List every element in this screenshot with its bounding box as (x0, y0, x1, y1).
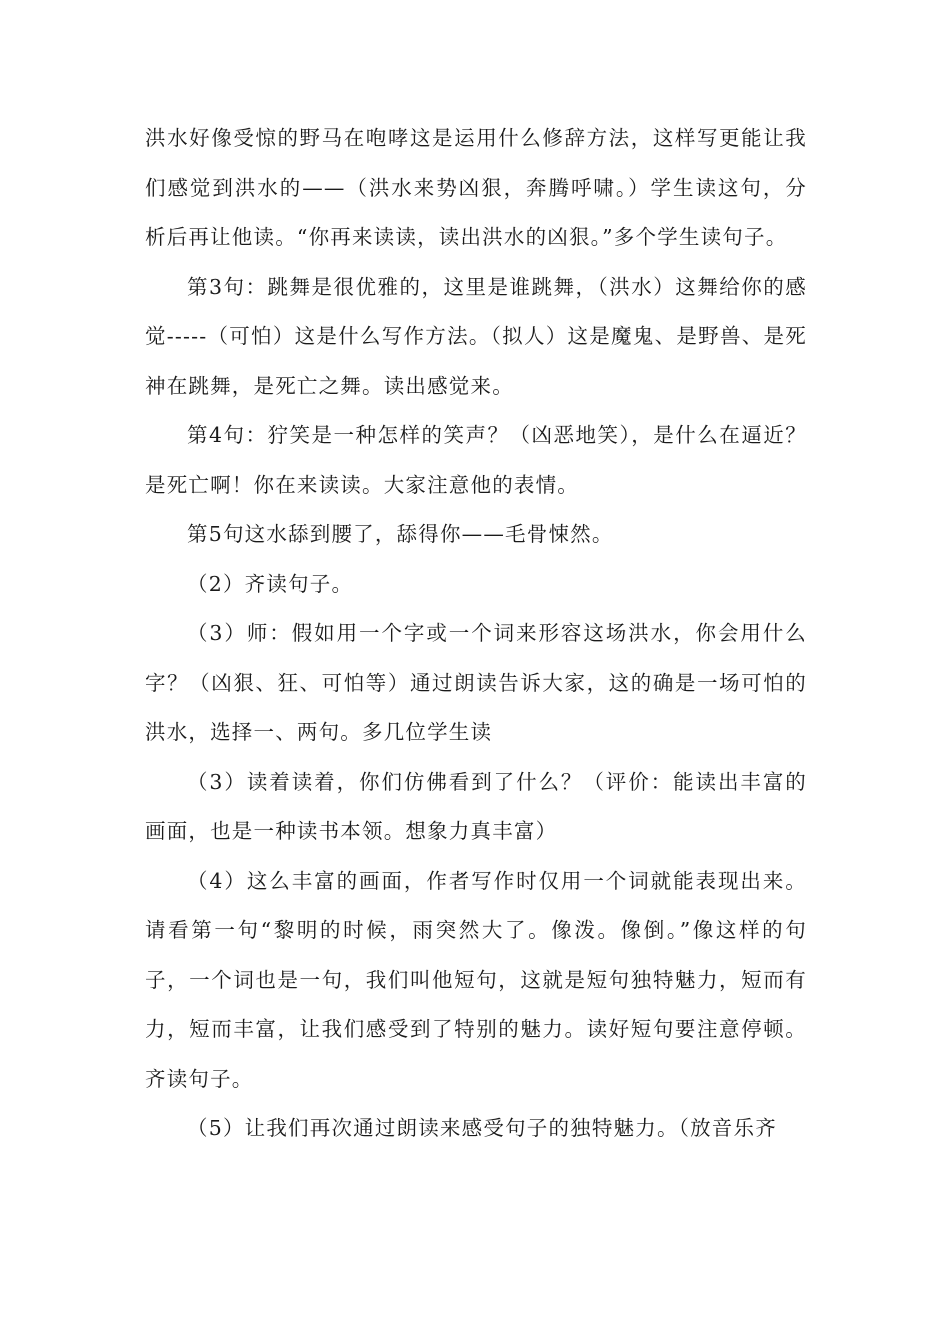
paragraph-step-5: （5）让我们再次通过朗读来感受句子的独特魅力。（放音乐齐 (187, 1116, 777, 1140)
paragraph-rhetoric: 洪水好像受惊的野马在咆哮这是运用什么修辞方法，这样写更能让我们感觉到洪水的——（洪水来势凶狠，奔腾呼啸。）学生读这句，分析后再让他读。“你再来读读，读出洪水的凶狠。”多个学生读句子。 (145, 126, 807, 249)
paragraph-sentence-3: 第3句：跳舞是很优雅的，这里是谁跳舞，（洪水）这舞给你的感觉-----（可怕）这是什么写作方法。（拟人）这是魔鬼、是野兽、是死神在跳舞，是死亡之舞。读出感觉来。 (145, 274, 807, 398)
paragraph-step-3-imagine: （3）读着读着，你们仿佛看到了什么？（评价：能读出丰富的画面，也是一种读书本领。想象力真丰富） (145, 769, 807, 843)
body-text (145, 114, 807, 1154)
paragraph-step-3-describe: （3）师：假如用一个字或一个词来形容这场洪水，你会用什么字？（凶狠、狂、可怕等）通过朗读告诉大家，这的确是一场可怕的洪水，选择一、两句。多几位学生读 (145, 621, 807, 744)
paragraph-sentence-4: 第4句：狞笑是一种怎样的笑声？（凶恶地笑），是什么在逼近？是死亡啊！你在来读读。大家注意他的表情。 (145, 423, 807, 497)
paragraph-step-4: （4）这么丰富的画面，作者写作时仅用一个词就能表现出来。请看第一句“黎明的时候，雨突然大了。像泼。像倒。”像这样的句子，一个词也是一句，我们叫他短句，这就是短句独特魅力，短而有力，短而丰富，让我们感受到了特别的魅力。读好短句要注意停顿。齐读句子。 (145, 868, 807, 1091)
paragraph-step-2: （2）齐读句子。 (187, 571, 354, 596)
paragraph-sentence-5: 第5句这水舔到腰了，舔得你——毛骨悚然。 (187, 522, 614, 546)
